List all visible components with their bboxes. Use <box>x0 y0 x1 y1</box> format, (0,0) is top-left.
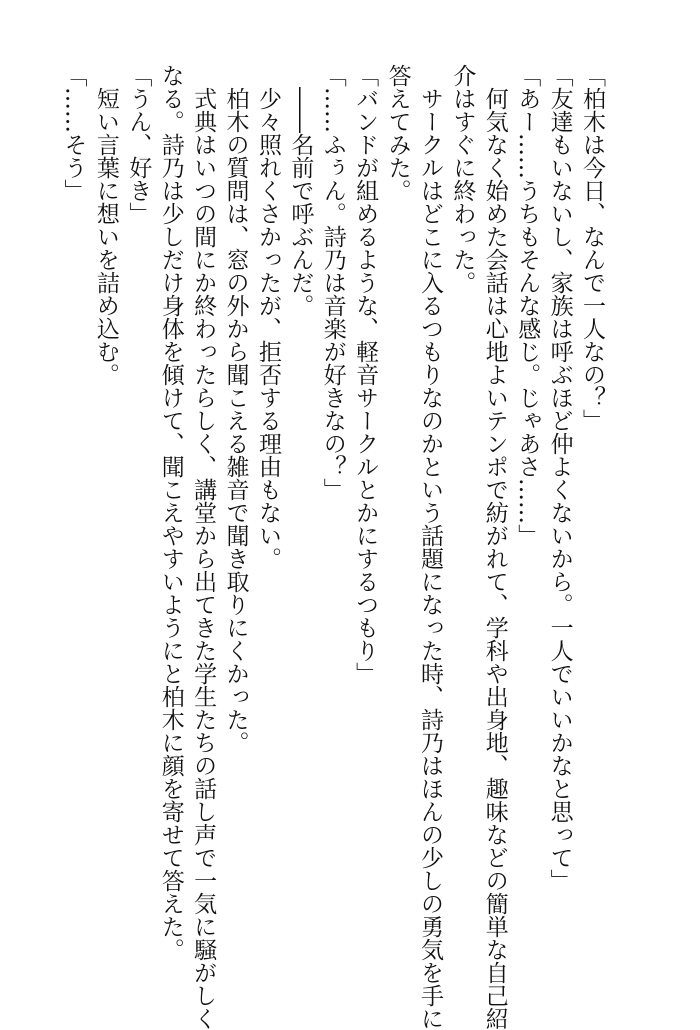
narration-line: 式典はいつの間にか終わったらしく、講堂から出てきた学生たちの話し声で一気に騒がしく <box>190 87 217 1030</box>
dialogue-line: 「バンドが組めるような、軽音サークルとかにするつもり」 <box>352 64 379 685</box>
vertical-text-column <box>57 64 608 1030</box>
narration-line: ――名前で呼ぶんだ。 <box>287 87 314 317</box>
narration-line: サークルはどこに入るつもりなのかという話題になった時、詩乃はほんの少しの勇気を手に <box>416 87 443 1030</box>
narration-line: 介はすぐに終わった。 <box>449 64 476 294</box>
dialogue-line: 「……そう」 <box>60 64 87 202</box>
dialogue-line: 「友達もいないし、家族は呼ぶほど仲よくないから。一人でいいかなと思って」 <box>546 64 573 892</box>
narration-line: 少々照れくさかったが、拒否する理由もない。 <box>254 87 281 570</box>
narration-line: 柏木の質問は、窓の外から聞こえる雑音で聞き取りにくかった。 <box>222 87 249 754</box>
dialogue-line: 「……ふぅん。詩乃は音楽が好きなの？」 <box>319 64 346 501</box>
narration-line: 答えてみた。 <box>384 64 411 202</box>
dialogue-line: 「うん、好き」 <box>125 64 152 225</box>
narration-line: なる。詩乃は少しだけ身体を傾けて、聞こえやすいようにと柏木に顔を寄せて答えた。 <box>157 64 184 961</box>
dialogue-line: 「あー……うちもそんな感じ。じゃあさ……」 <box>514 64 541 547</box>
narration-line: 何気なく始めた会話は心地よいテンポで紡がれて、学科や出身地、趣味などの簡単な自己紹 <box>481 87 508 1030</box>
narration-line: 短い言葉に想いを詰め込む。 <box>92 87 119 386</box>
dialogue-line: 「柏木は今日、なんで一人なの？」 <box>579 64 605 432</box>
